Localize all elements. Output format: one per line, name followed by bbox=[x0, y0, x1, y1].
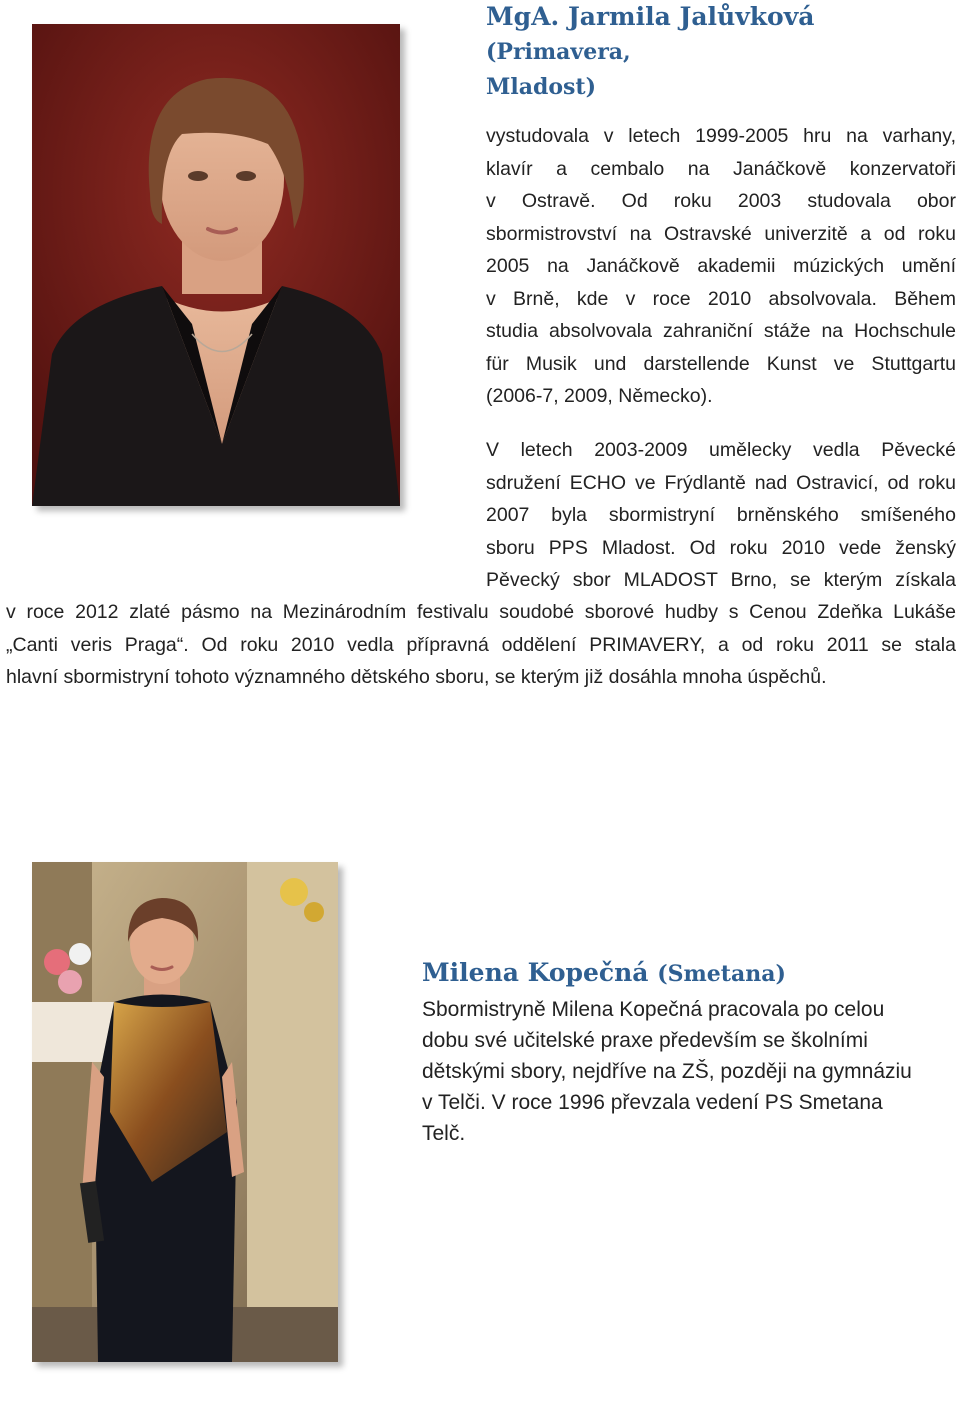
bio-line: (2006-7, 2009, Německo). bbox=[486, 385, 713, 407]
bio-line: Telč. bbox=[422, 1122, 466, 1145]
bio-line: dětskými sbory, nejdříve na ZŠ, později na gymnáziu bbox=[422, 1060, 912, 1083]
person1-bio-paragraph-2-continued bbox=[6, 596, 956, 694]
bio-line: „Canti veris Praga“. Od roku 2010 vedla přípravná oddělení PRIMAVERY, a od roku 2011 se stala bbox=[6, 633, 956, 656]
person1-choirs: (Primavera, bbox=[486, 39, 631, 65]
bio-line: v Brně, kde v roce 2010 absolvovala. Během bbox=[486, 287, 956, 310]
bio-line: 2007 byla sbormistryní brněnského smíšeného bbox=[486, 504, 956, 526]
person1-name: MgA. Jarmila Jalůvková bbox=[486, 2, 815, 31]
bio-line: Sbormistryně Milena Kopečná pracovala po celou bbox=[422, 998, 885, 1021]
bio-line: v Telči. V roce 1996 převzala vedení PS Smetana bbox=[422, 1091, 883, 1114]
person2-choirs: (Smetana) bbox=[657, 961, 786, 987]
bio-line: studia absolvovala zahraniční stáže na Hochschule bbox=[486, 320, 956, 342]
person2-name: Milena Kopečná bbox=[422, 958, 649, 987]
person2-bio-paragraph bbox=[422, 994, 942, 1149]
bio-line: v roce 2012 zlaté pásmo na Mezinárodním festivalu soudobé sborové hudby s Cenou Zdeňka Lukáše bbox=[6, 601, 956, 623]
person1-bio-paragraph-1 bbox=[486, 120, 956, 413]
person1-bio-paragraph-2 bbox=[486, 434, 956, 597]
bio-line: dobu své učitelské praxe především se školními bbox=[422, 1029, 868, 1052]
bio-line: klavír a cembalo na Janáčkově konzervatoři bbox=[486, 157, 956, 180]
bio-line: 2005 na Janáčkově akademii múzických umění bbox=[486, 255, 956, 277]
person1-heading bbox=[486, 0, 956, 104]
person2-heading bbox=[422, 956, 942, 991]
bio-line: hlavní sbormistryní tohoto významného dětského sboru, se kterým již dosáhla mnoha úspěchů. bbox=[6, 666, 827, 688]
bio-line: sdružení ECHO ve Frýdlantě nad Ostravicí, od roku bbox=[486, 471, 956, 494]
person1-portrait-photo bbox=[32, 24, 400, 506]
bio-line: sboru PPS Mladost. Od roku 2010 vede ženský bbox=[486, 536, 956, 559]
bio-line: V letech 2003-2009 umělecky vedla Pěvecké bbox=[486, 439, 956, 461]
bio-line: sbormistrovství na Ostravské univerzitě a od roku bbox=[486, 222, 956, 245]
bio-line: für Musik und darstellende Kunst ve Stuttgartu bbox=[486, 352, 956, 375]
bio-line: v Ostravě. Od roku 2003 studovala obor bbox=[486, 190, 956, 212]
person1-choirs-cont: Mladost) bbox=[486, 74, 596, 100]
person2-photo bbox=[32, 862, 338, 1362]
bio-line: Pěvecký sbor MLADOST Brno, se kterým získala bbox=[486, 569, 956, 591]
bio-line: vystudovala v letech 1999-2005 hru na varhany, bbox=[486, 125, 956, 147]
